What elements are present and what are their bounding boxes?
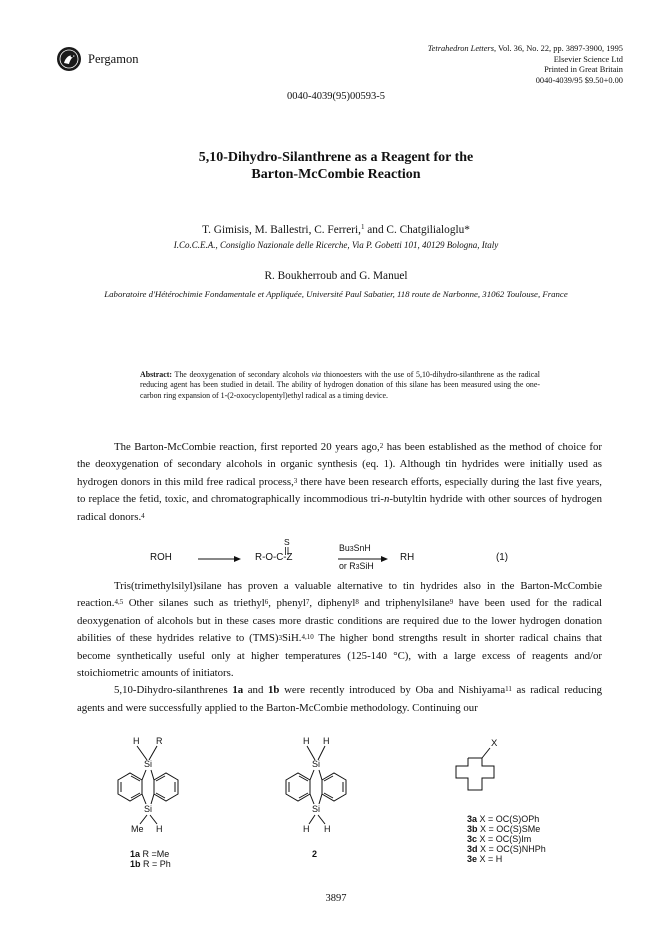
label-1a: 1a R =Me: [130, 849, 170, 859]
doi-code: 0040-4039(95)00593-5: [287, 91, 385, 102]
journal-name: Tetrahedron Letters: [427, 44, 494, 53]
eq-reactant: ROH: [150, 552, 172, 563]
eq-arrow-1: [196, 555, 242, 563]
s2-h-bottom-1: H: [303, 824, 310, 834]
s1-r-top: R: [156, 736, 163, 746]
abstract-text-2: thionoesters with the use of 5,10-dihydro-silanthrene as the radical reducing agent has been studied in detail. The ability of hydrogen donation of this silane has been measured using the one-carbon ring expansion of 1-(2-oxocyclopentyl)ethyl radical as a timing device.: [140, 370, 540, 400]
copyright-line: Elsevier Science Ltd: [553, 54, 623, 64]
journal-volume: , Vol. 36, No. 22, pp. 3897-3900, 1995: [493, 44, 623, 53]
journal-info: [428, 44, 623, 86]
eq-reagent-top: Bu3SnH: [339, 543, 371, 553]
body-paragraph-2: Tris(trimethylsilyl)silane has proven a valuable alternative to tin hydrides also in the Barton-McCombie reaction.$^{4,5}$ Other silanes such as triethyl$^6$, phenyl$^7$, diphenyl$^8$ and triphenylsilane$^9$ have been used for the radical deoxygenation of alcohols but in these cases more drastic conditions are required due to the lower hydrogen donation abilities of these hydrides relative to (TMS)3SiH.$^{4,10}$ The higher bond strengths result in shorter radical chains that become synthetically useful only at higher temperatures (125-140 °C), with a large excess of reagents and/or stoichiometric amounts of initiators. 5,10-Dihydro-silanthrenes 1a and 1b were recently introduced by Oba and Nishiyama$^{11}$ as radical reducing agents and were successfully applied to the Barton-McCombie methodology. Continuing our: [77, 580, 603, 714]
title-line-2: Barton-McCombie Reaction: [251, 167, 421, 182]
citation-ref: 4: [141, 511, 145, 520]
s3-item: 3d X = OC(S)NHPh: [467, 844, 546, 854]
abstract-text: The deoxygenation of secondary alcohols: [172, 370, 312, 379]
s2-h-bottom-2: H: [324, 824, 331, 834]
eq-sulfur: S: [284, 537, 290, 547]
structure-2-drawing: [272, 738, 382, 828]
publisher-name: Pergamon: [88, 52, 139, 66]
eq-number: (1): [496, 552, 508, 563]
eq-product: RH: [400, 552, 415, 563]
s3-item: 3a X = OC(S)OPh: [467, 814, 540, 824]
title-line-1: 5,10-Dihydro-Silanthrene as a Reagent for the: [198, 150, 474, 165]
page-number: 3897: [325, 893, 347, 904]
s3-item: 3e X = H: [467, 854, 503, 864]
citation-ref: 3: [293, 476, 298, 485]
abstract-label: Abstract:: [140, 370, 172, 379]
structure-2: [272, 738, 382, 868]
author-footnote-ref: 1: [360, 223, 365, 231]
s2-h-top-2: H: [323, 736, 330, 746]
pergamon-logo: [56, 46, 82, 72]
affiliation-2: Laboratoire d'Hétérochimie Fondamentale et Appliquée, Université Paul Sabatier, 118 route de Narbonne, 31062 Toulouse, France: [104, 289, 568, 299]
authors-text: T. Gimisis, M. Ballestri, C. Ferreri,: [202, 224, 361, 236]
structure-3: [436, 738, 576, 878]
equation-1: [150, 536, 570, 572]
s2-si-top: Si: [312, 759, 321, 769]
structure-1-drawing: [100, 738, 240, 828]
s2-si-bottom: Si: [312, 804, 321, 814]
s3-item: 3c X = OC(S)Im: [467, 834, 532, 844]
abstract-via: via: [311, 370, 322, 379]
affiliation-1: I.Co.C.E.A., Consiglio Nazionale delle Ricerche, Via P. Gobetti 101, 40129 Bologna, Italy: [173, 240, 499, 250]
structure-3-drawing: [436, 738, 526, 808]
author-list-2: R. Boukherroub and G. Manuel: [264, 270, 408, 282]
s1-me-bottom: Me: [131, 824, 144, 834]
eq-reagent-bottom: or R3SiH: [339, 561, 374, 571]
price-line: 0040-4039/95 $9.50+0.00: [535, 75, 623, 85]
s1-si-bottom: Si: [144, 804, 153, 814]
authors-text-end: and C. Chatgilialoglu*: [364, 224, 470, 236]
s1-si-top: Si: [144, 759, 153, 769]
label-1b: 1b R = Ph: [130, 859, 171, 869]
abstract: [140, 370, 540, 401]
label-2: 2: [312, 849, 318, 859]
structure-1: [100, 738, 240, 868]
body-paragraph-1: The Barton-McCombie reaction, first reported 20 years ago,$^2$ has been established as the method of choice for the deoxygenation of secondary alcohols in organic synthesis (eq. 1). Although tin hydrides were initially used as hydrogen donors in this mild free radical process,$^3$ there have been research efforts, especially during the last five years, to replace the fetid, toxic, and chromatographically incommodious tri-n-butyltin hydride with other sources of hydrogen radical donors.$^4$: [77, 441, 603, 523]
s3-legend: [467, 814, 546, 864]
author-list-1: [0, 224, 672, 236]
s1-h-bottom: H: [156, 824, 163, 834]
s3-item: 3b X = OC(S)SMe: [467, 824, 541, 834]
citation-ref: 2: [379, 442, 384, 450]
printed-line: Printed in Great Britain: [544, 65, 623, 75]
paper-title: [0, 149, 672, 183]
s2-h-top-1: H: [303, 736, 310, 746]
eq-thionoester: R-O-C-Z: [255, 552, 293, 563]
s3-x: X: [491, 738, 498, 749]
s1-h-top: H: [133, 736, 140, 746]
journal-citation: [428, 44, 623, 55]
